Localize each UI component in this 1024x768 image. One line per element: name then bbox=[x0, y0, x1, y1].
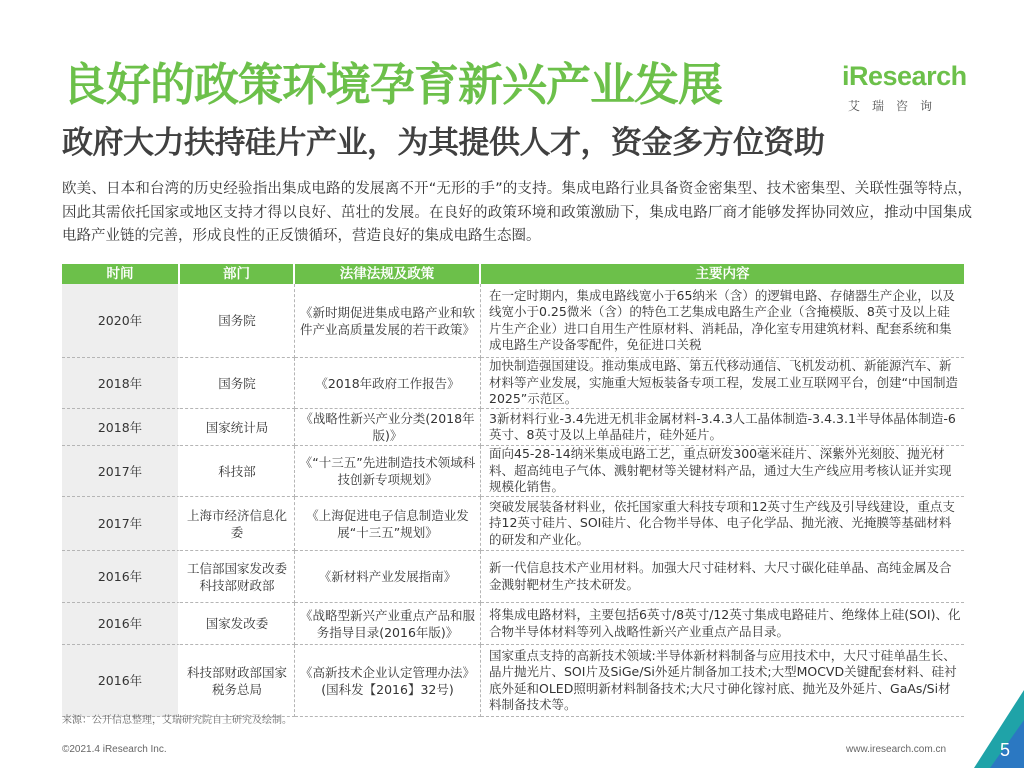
cell-content: 面向45-28-14纳米集成电路工艺，重点研发300毫米硅片、深紫外光刻胶、抛光材料、超高纯电子气体、溅射靶材等关键材料产品，通过大生产线应用考核认证并实现规模化销售。 bbox=[481, 446, 964, 497]
iresearch-logo bbox=[842, 60, 972, 120]
cell-year: 2020年 bbox=[62, 284, 180, 358]
cell-year: 2016年 bbox=[62, 551, 180, 603]
table-row bbox=[62, 497, 964, 551]
table-row bbox=[62, 446, 964, 497]
cell-content: 新一代信息技术产业用材料。加强大尺寸硅材料、大尺寸碳化硅单晶、高纯金属及合金溅射靶材生产技术研发。 bbox=[481, 551, 964, 603]
header-time: 时间 bbox=[62, 264, 180, 284]
cell-year: 2017年 bbox=[62, 446, 180, 497]
cell-department: 国家发改委 bbox=[180, 603, 295, 645]
cell-policy: 《新材料产业发展指南》 bbox=[295, 551, 481, 603]
cell-policy: 《战略型新兴产业重点产品和服务指导目录(2016年版)》 bbox=[295, 603, 481, 645]
cell-content: 在一定时期内，集成电路线宽小于65纳米（含）的逻辑电路、存储器生产企业，以及线宽小于0.25微米（含）的特色工艺集成电路生产企业（含掩模版、8英寸及以上硅片生产企业）进口自用生产性原材料、消耗品，净化室专用建筑材料、配套系统和集成电路生产设备零配件，免征进口关税 bbox=[481, 284, 964, 358]
table-header-row bbox=[62, 264, 964, 284]
cell-content: 将集成电路材料，主要包括6英寸/8英寸/12英寸集成电路硅片、绝缘体上硅(SOI)、化合物半导体材料等列入战略性新兴产业重点产品目录。 bbox=[481, 603, 964, 645]
website-link[interactable]: www.iresearch.com.cn bbox=[846, 744, 947, 755]
source-note: 来源：公开信息整理，艾瑞研究院自主研究及绘制。 bbox=[62, 715, 292, 726]
table-row bbox=[62, 409, 964, 446]
table-row bbox=[62, 603, 964, 645]
cell-policy: 《2018年政府工作报告》 bbox=[295, 358, 481, 409]
intro-paragraph: 欧美、日本和台湾的历史经验指出集成电路的发展离不开“无形的手”的支持。集成电路行业具备资金密集型、技术密集型、关联性强等特点，因此其需依托国家或地区支持才得以良好、茁壮的发展。在良好的政策环境和政策激励下，集成电路厂商才能够发挥协同效应，推动中国集成电路产业链的完善，形成良性的正反馈循环，营造良好的集成电路生态圈。 bbox=[62, 181, 972, 244]
page-subtitle: 政府大力扶持硅片产业，为其提供人才，资金多方位资助 bbox=[62, 125, 825, 161]
cell-content: 加快制造强国建设。推动集成电路、第五代移动通信、飞机发动机、新能源汽车、新材料等产业发展，实施重大短板装备专项工程，发展工业互联网平台，创建“中国制造2025”示范区。 bbox=[481, 358, 964, 409]
cell-year: 2017年 bbox=[62, 497, 180, 551]
cell-content: 3新材料行业-3.4先进无机非金属材料-3.4.3人工晶体制造-3.4.3.1半导体晶体制造-6英寸、8英寸及以上单晶硅片，硅外延片。 bbox=[481, 409, 964, 446]
cell-policy: 《高新技术企业认定管理办法》(国科发【2016】32号) bbox=[295, 645, 481, 717]
cell-policy: 《上海促进电子信息制造业发展“十三五”规划》 bbox=[295, 497, 481, 551]
page-number: 5 bbox=[999, 740, 1010, 760]
cell-content: 国家重点支持的高新技术领域:半导体新材料制备与应用技术中，大尺寸硅单晶生长、晶片抛光片、SOI片及SiGe/Si外延片制备加工技术;大型MOCVD关键配套材料、硅衬底外延和OLED照明新材料制备技术;大尺寸砷化镓衬底、抛光及外延片、GaAs/Si材料制备技术等。 bbox=[481, 645, 964, 717]
table-row bbox=[62, 284, 964, 358]
header-policy: 法律法规及政策 bbox=[295, 264, 481, 284]
cell-policy: 《“十三五”先进制造技术领域科技创新专项规划》 bbox=[295, 446, 481, 497]
policy-table bbox=[62, 264, 964, 717]
cell-year: 2016年 bbox=[62, 603, 180, 645]
cell-content: 突破发展装备材料业，依托国家重大科技专项和12英寸生产线及引导线建设，重点支持12英寸硅片、SOI硅片、化合物半导体、电子化学品、抛光液、光掩膜等基础材料的研发和产业化。 bbox=[481, 497, 964, 551]
cell-year: 2018年 bbox=[62, 358, 180, 409]
logo-wordmark: iResearch bbox=[842, 61, 967, 91]
copyright-text: ©2021.4 iResearch Inc. bbox=[62, 744, 167, 755]
cell-policy: 《战略性新兴产业分类(2018年版)》 bbox=[295, 409, 481, 446]
table-row bbox=[62, 645, 964, 717]
page-title: 良好的政策环境孕育新兴产业发展 bbox=[62, 58, 723, 111]
cell-year: 2016年 bbox=[62, 645, 180, 717]
cell-department: 国务院 bbox=[180, 284, 295, 358]
table-row bbox=[62, 358, 964, 409]
header-department: 部门 bbox=[180, 264, 295, 284]
table-row bbox=[62, 551, 964, 603]
logo-chinese-name: 艾瑞咨询 bbox=[848, 99, 945, 113]
cell-department: 上海市经济信息化委 bbox=[180, 497, 295, 551]
cell-policy: 《新时期促进集成电路产业和软件产业高质量发展的若干政策》 bbox=[295, 284, 481, 358]
cell-department: 工信部国家发改委科技部财政部 bbox=[180, 551, 295, 603]
cell-department: 国家统计局 bbox=[180, 409, 295, 446]
cell-department: 科技部财政部国家税务总局 bbox=[180, 645, 295, 717]
cell-year: 2018年 bbox=[62, 409, 180, 446]
cell-department: 科技部 bbox=[180, 446, 295, 497]
cell-department: 国务院 bbox=[180, 358, 295, 409]
header-content: 主要内容 bbox=[481, 264, 964, 284]
